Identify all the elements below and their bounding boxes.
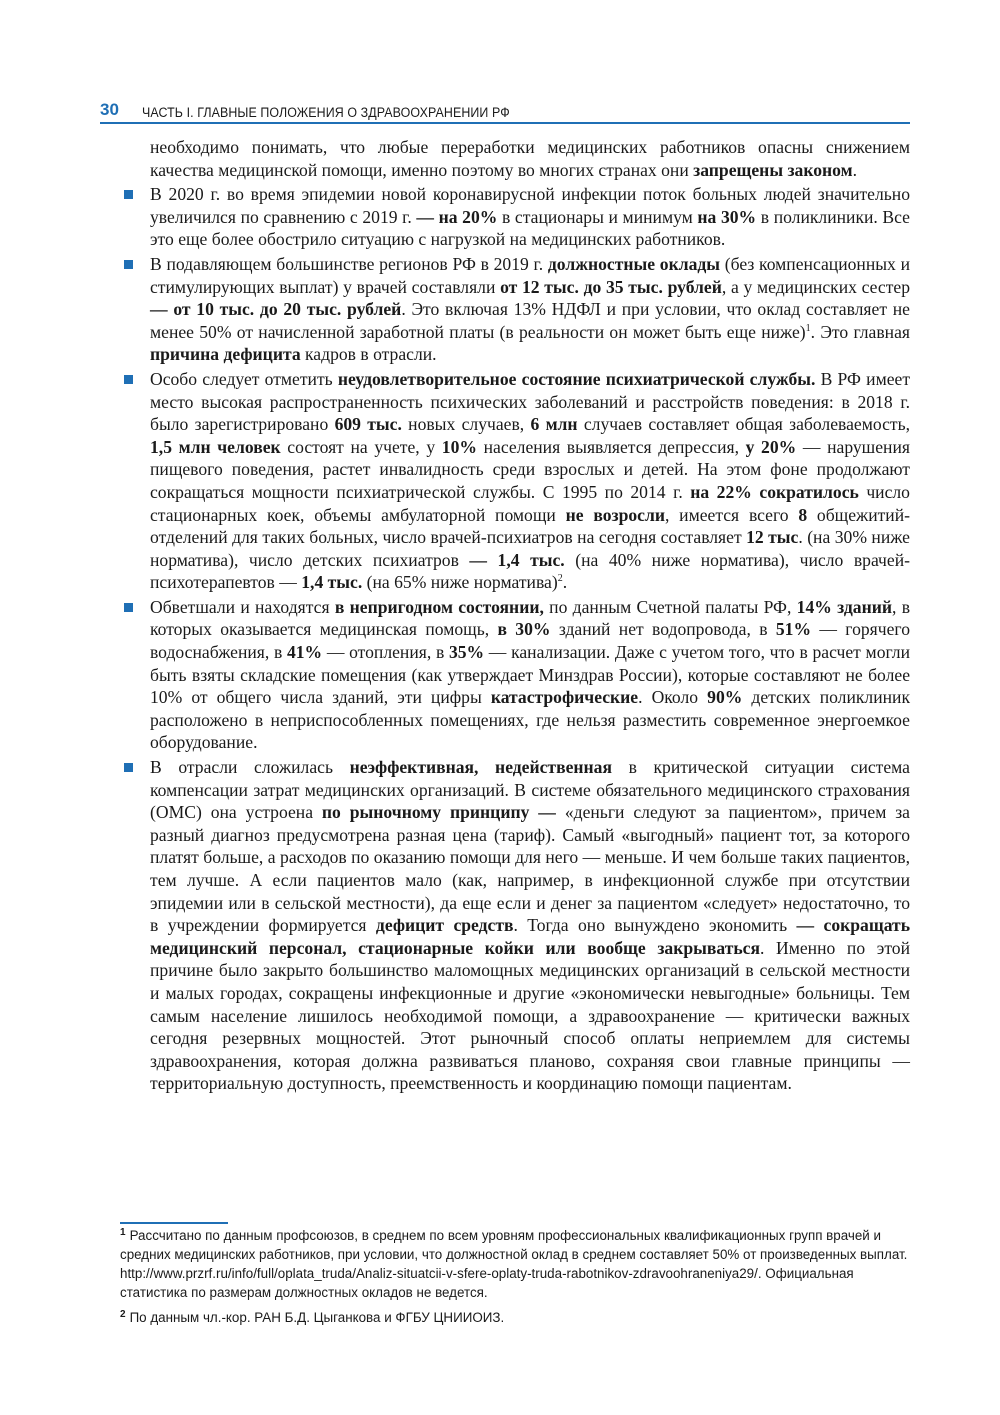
text-run: — отопления, в [322, 642, 449, 663]
bold-text: у 20% [745, 436, 797, 457]
list-item-text [150, 368, 910, 594]
bold-text: не возросли [565, 504, 665, 525]
bold-text: 1,4 тыс. [301, 572, 363, 593]
bold-text: — на 20% [416, 206, 498, 227]
text-run: число стационарных коек, объемы амбулаторной помощи [150, 481, 910, 525]
square-bullet-icon [124, 603, 133, 612]
text-run: (на 65% ниже норматива) [362, 572, 558, 593]
footnote-text: Рассчитано по данным профсоюзов, в среднем по всем уровням профессиональных квалификационных групп врачей и средних медицинских работников, при условии, что должностной оклад в среднем составляет 50% от произведенных выплат. http://www.przrf.ru/info/full/oplata_truda/Analiz-situatcii-v-sfere-oplaty-truda-rabotnikov-zdravoohraneniya29/. Официальная статистика по размерам должностных окладов не ведется. [120, 1228, 908, 1300]
bold-text: дефицит средств [375, 915, 514, 936]
header-rule [100, 122, 910, 124]
square-bullet-icon [124, 190, 133, 199]
text-run: случаев составляет общая заболеваемость, [577, 414, 910, 435]
text-run: В 2020 г. во время эпидемии новой коронавирусной инфекции поток больных людей значительно увеличился по сравнению с 2019 г. [150, 184, 910, 227]
bold-text: в непригодном состоянии, [334, 596, 544, 617]
text-run: , в которых оказывается медицинская помощь, [150, 596, 910, 640]
footnote-rule [120, 1222, 228, 1224]
text-run: необходимо понимать, что любые переработки медицинских работников опасны снижением качества медицинской помощи, именно поэтому во многих странах они [150, 137, 910, 180]
intro-paragraph [150, 136, 910, 181]
bold-text: 609 тыс. [334, 414, 402, 435]
text-run: детских поликлиник расположено в неприспособленных помещениях, где нельзя разместить современное энергоемкое оборудование. [150, 687, 910, 753]
footnote-text: По данным чл.-кор. РАН Б.Д. Цыганкова и ФГБУ ЦНИИОИЗ. [129, 1310, 505, 1325]
bold-text: 41% [286, 642, 323, 663]
text-run: . [562, 572, 568, 593]
footnote-ref: 2 [557, 573, 563, 585]
bold-text: на 22% сократилось [690, 481, 859, 502]
text-run: , а у медицинских сестер [721, 276, 910, 297]
bold-text: в 30% [497, 619, 551, 640]
footnote-ref: 1 [805, 322, 811, 334]
text-run: В подавляющем большинстве регионов РФ в 2019 г. [150, 253, 548, 274]
list-item [120, 183, 910, 251]
text-run: . Это главная [810, 321, 910, 342]
text-run: в критической ситуации система компенсации затрат медицинских организаций. В системе обязательного медицинского страхования (ОМС) она устроена [150, 757, 910, 823]
text-run: (без компенсационных и стимулирующих выплат) у врачей составляли [150, 253, 911, 297]
bold-text: — 1,4 тыс. [469, 549, 565, 570]
list-item [120, 756, 910, 1095]
bold-text: 12 тыс [746, 527, 799, 548]
bold-text: запрещены законом [693, 159, 853, 180]
bold-text: 35% [448, 642, 485, 663]
footnote-number: 1 [120, 1226, 126, 1238]
text-run: «деньги следуют за пациентом», причем за разный диагноз предусмотрена разная цена (тариф). Самый «выгодный» пациент тот, за которого платят больше, а расходов по оказанию помощи для него — меньше. И чем больше таких пациентов, тем лучше. А если пациентов мало (как, например, в инфекционной службе при отсутствии эпидемии или в сельской местности), да еще если и денег за пациентом «следует» недостаточно, то в учреждении формируется [150, 802, 910, 936]
bold-text: на 30% [697, 206, 757, 227]
bold-text: 90% [707, 687, 743, 708]
bold-text: — сокращать медицинский персонал, стационарные койки или вообще закрываться [150, 915, 910, 958]
list-item-text [150, 183, 910, 251]
text-run: населения выявляется депрессия, [476, 436, 746, 457]
text-run: состоят на учете, у [280, 436, 442, 457]
text-run: . Это включая 13% НДФЛ и при условии, что оклад составляет не менее 50% от начисленной заработной платы (в реальности он может быть еще ниже) [150, 299, 910, 342]
text-run: — горячего водоснабжения, в [150, 619, 910, 663]
bold-text: — от 10 тыс. до 20 тыс. рублей [150, 299, 402, 320]
text-run: . [852, 159, 858, 180]
text-run: новых случаев, [401, 414, 531, 435]
footnote-1 [120, 1226, 910, 1302]
running-head: ЧАСТЬ I. ГЛАВНЫЕ ПОЛОЖЕНИЯ О ЗДРАВООХРАНЕНИИ РФ [142, 105, 510, 120]
bold-text: 8 [798, 504, 808, 525]
text-run: . Тогда оно вынуждено экономить [513, 915, 797, 936]
text-run: общежитий-отделений для таких больных, число врачей-психиатров на сегодня составляет [150, 504, 910, 548]
bold-text: неэффективная, недейственная [349, 757, 612, 778]
list-item [120, 368, 910, 594]
bold-text: по рыночному принципу — [321, 802, 556, 823]
text-run: , имеется всего [664, 504, 799, 525]
bold-text: катастрофические [490, 687, 639, 708]
list-item-text [150, 756, 910, 1095]
bold-text: неудовлетворительное состояние психиатрической службы. [337, 368, 816, 389]
square-bullet-icon [124, 260, 133, 269]
main-text [120, 136, 910, 1095]
square-bullet-icon [124, 375, 133, 384]
text-run: (на 40% ниже норматива), число врачей-психотерапевтов — [150, 549, 910, 593]
list-item [120, 253, 910, 366]
footnote-2 [120, 1308, 910, 1327]
text-run: — нарушения пищевого поведения, растет инвалидность среди взрослых и детей. На этом фоне продолжают сокращаться мощности психиатрической службы. С 1995 по 2014 г. [150, 436, 910, 502]
bold-text: причина дефицита [150, 344, 301, 365]
bold-text: от 12 тыс. до 35 тыс. рублей [500, 276, 722, 297]
bold-text: 51% [775, 619, 812, 640]
text-run: . Именно по этой причине было закрыто большинство маломощных медицинских организаций в сельской местности и малых городах, сокращены инфекционные и другие «экономически невыгодные» больницы. Тем самым население лишилось необходимой помощи, а здравоохранение — критически важных сегодня резервных мощностей. Этот рыночный способ оплаты неприемлем для системы здравоохранения, которая должна развиваться планово, сохраняя свои главные принципы — территориальную доступность, преемственность и координацию помощи пациентам. [150, 937, 910, 1094]
text-run: . (на 30% ниже норматива), число детских психиатров [150, 527, 910, 570]
text-run: — канализации. Даже с учетом того, что в расчет могли быть взяты складские помещения (как утверждает Минздрав России), которые составляют не более 10% от общего числа зданий, эти цифры [150, 642, 911, 708]
bold-text: 1,5 млн человек [150, 436, 281, 457]
page-header [100, 96, 910, 120]
text-run: Обветшали и находятся [150, 596, 335, 617]
list-item-text [150, 596, 910, 754]
text-run: кадров в отрасли. [300, 344, 437, 365]
bold-text: 14% зданий [796, 596, 892, 617]
bold-text: должностные оклады [547, 253, 721, 274]
square-bullet-icon [124, 763, 133, 772]
bold-text: 10% [441, 436, 477, 457]
footnote-number: 2 [120, 1308, 126, 1320]
list-item [120, 596, 910, 754]
text-run: в стационары и минимум [497, 206, 698, 227]
text-run: . Около [638, 687, 708, 708]
text-run: В РФ имеет место высокая распространенность психических заболеваний и расстройств поведения: в 2018 г. было зарегистрировано [150, 368, 911, 435]
text-run: В отрасли сложилась [150, 757, 350, 778]
footnotes [120, 1226, 910, 1333]
text-run: зданий нет водопровода, в [550, 619, 776, 640]
text-run: в поликлиники. Все это еще более обострило ситуацию с нагрузкой на медицинских работников. [150, 206, 910, 250]
text-run: Особо следует отметить [150, 368, 338, 389]
list-item-text [150, 253, 910, 366]
bold-text: 6 млн [530, 414, 578, 435]
page-number: 30 [100, 100, 119, 119]
text-run: по данным Счетной палаты РФ, [543, 596, 797, 617]
